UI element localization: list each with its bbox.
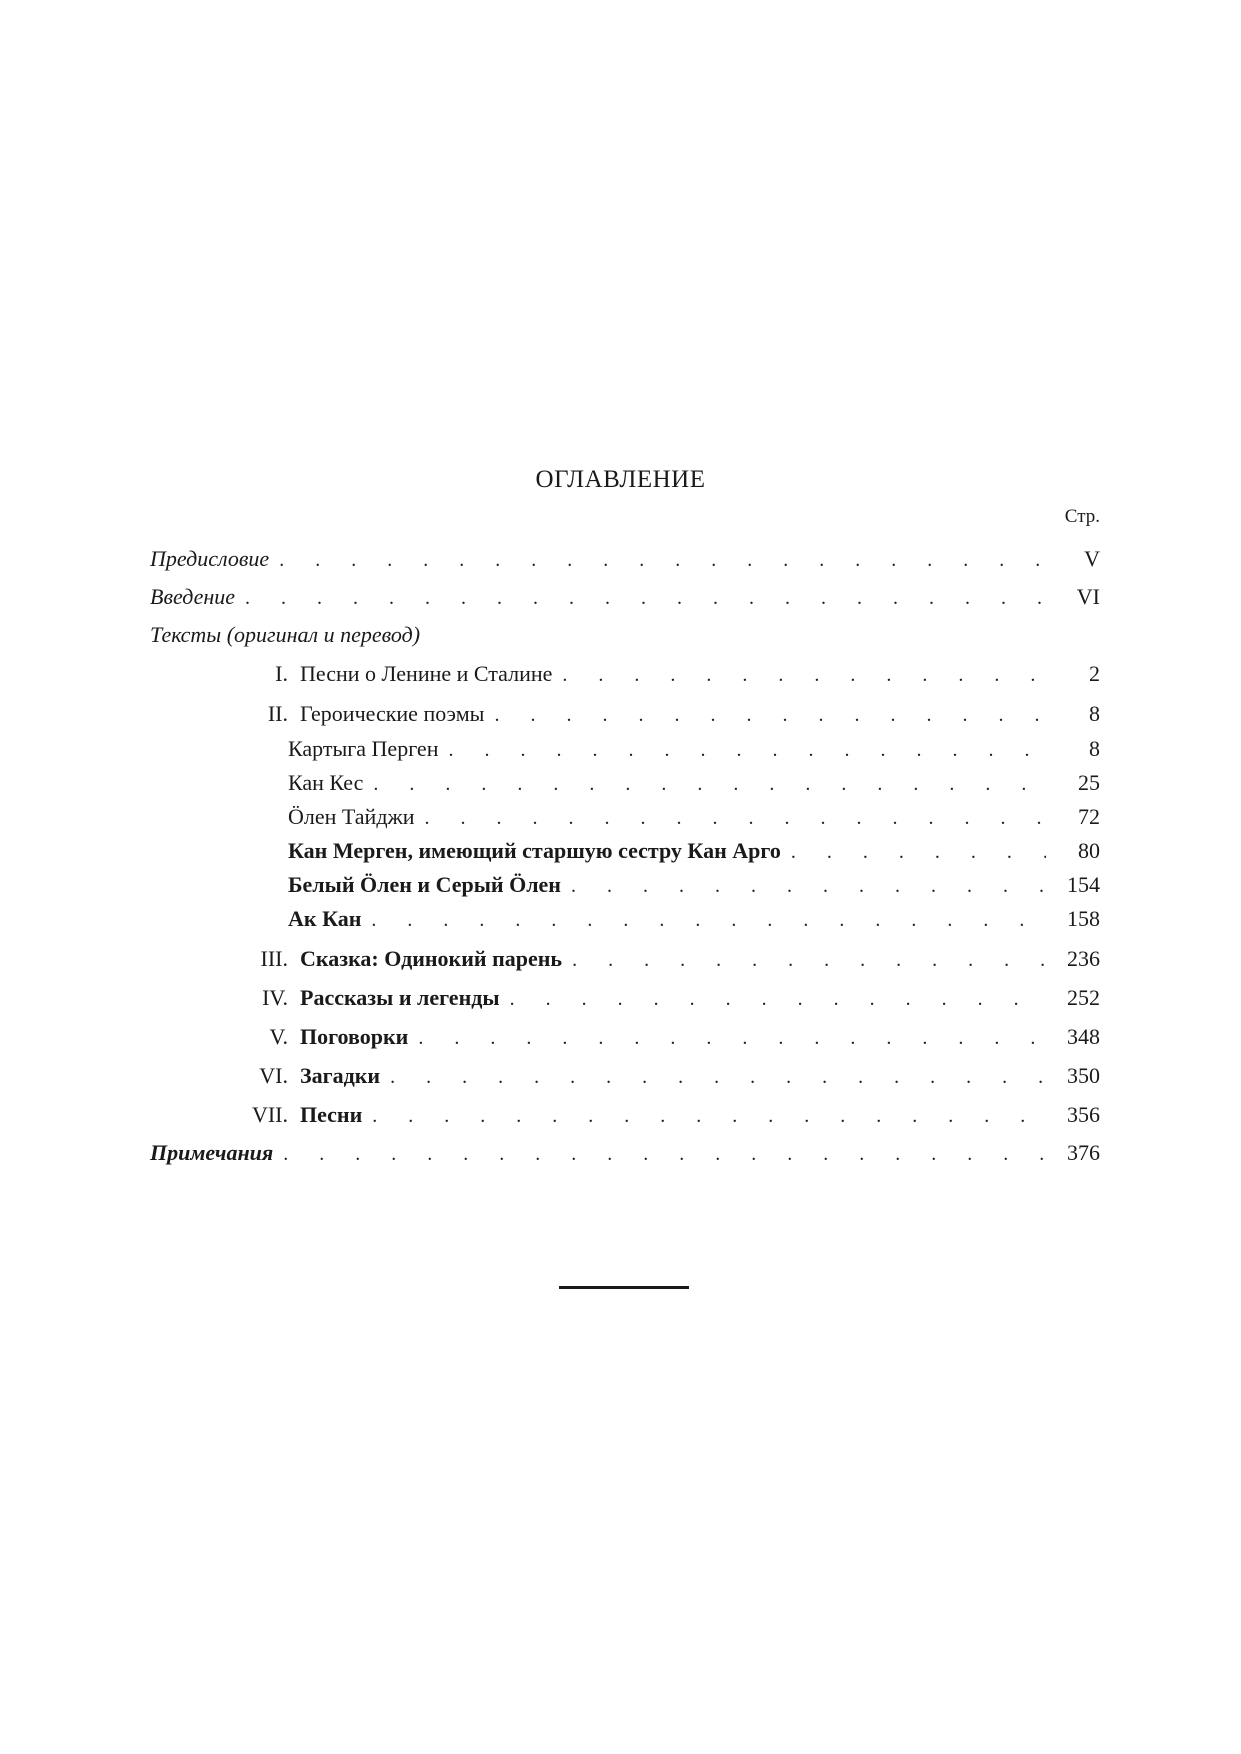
leader-dots [510, 982, 1046, 1016]
leader-dots [390, 1060, 1046, 1094]
toc-entry-label: Введение [150, 584, 236, 609]
toc-entry[interactable] [240, 697, 1100, 731]
toc-entry-number: VI. [259, 1063, 288, 1088]
toc-subentry[interactable] [288, 902, 1100, 936]
page-title: ОГЛАВЛЕНИЕ [535, 466, 706, 493]
leader-dots [279, 543, 1046, 577]
toc-subentry[interactable] [288, 732, 1100, 766]
toc-entry-number: IV. [262, 985, 288, 1010]
toc-entry-label: Предисловие [150, 546, 270, 571]
toc-subentry[interactable] [288, 766, 1100, 800]
leader-dots [448, 733, 1046, 767]
toc-entry-number: II. [267, 701, 288, 726]
toc-entry-page: 252 [1067, 985, 1100, 1010]
leader-dots [245, 581, 1046, 615]
leader-dots [562, 658, 1046, 692]
page-column-header: Стр. [1064, 506, 1100, 527]
toc-entry-label: Белый Öлен и Серый Öлен [288, 872, 561, 897]
toc-entry-page: 236 [1067, 946, 1100, 971]
toc-entry-label: Загадки [300, 1063, 381, 1088]
toc-entry-label: Рассказы и легенды [300, 985, 500, 1010]
leader-dots [791, 835, 1046, 869]
toc-subentry[interactable] [288, 868, 1100, 902]
toc-entry[interactable] [240, 657, 1100, 691]
toc-entry-page: 350 [1067, 1063, 1100, 1088]
toc-entry-number: III. [260, 946, 288, 971]
toc-entry-label: Кан Кес [288, 770, 364, 795]
toc-entry-label: Öлен Тайджи [288, 804, 415, 829]
leader-dots [571, 869, 1046, 903]
toc-subentry[interactable] [288, 834, 1100, 868]
leader-dots [372, 1099, 1046, 1133]
leader-dots [283, 1137, 1046, 1171]
leader-dots [418, 1021, 1046, 1055]
leader-dots [371, 903, 1046, 937]
toc-entry-label: Картыга Перген [288, 736, 439, 761]
toc-entry[interactable] [150, 1136, 1100, 1170]
toc-subentry[interactable] [288, 800, 1100, 834]
toc-entry-label: Поговорки [300, 1024, 409, 1049]
toc-entry-number: I. [275, 661, 288, 686]
toc-entry-label: Примечания [150, 1140, 274, 1165]
toc-entry[interactable] [230, 1098, 1100, 1132]
toc-entry-page: VI [1076, 584, 1100, 609]
leader-dots [494, 698, 1046, 732]
toc-entry-page: 348 [1067, 1024, 1100, 1049]
toc-entry[interactable] [230, 942, 1100, 976]
toc-entry[interactable] [230, 1020, 1100, 1054]
toc-entry-page: 356 [1067, 1102, 1100, 1127]
toc-entry-number: V. [269, 1024, 288, 1049]
toc-entry[interactable] [150, 542, 1100, 576]
toc-entry-page: V [1084, 546, 1100, 571]
toc-entry-label: Песни о Ленине и Сталине [300, 661, 553, 686]
toc-entry-page: 8 [1089, 701, 1100, 726]
leader-dots [572, 943, 1046, 977]
toc-entry[interactable] [150, 580, 1100, 614]
toc-entry-page: 72 [1078, 804, 1100, 829]
toc-entry[interactable] [230, 981, 1100, 1015]
toc-entry-page: 25 [1078, 770, 1100, 795]
toc-section-heading [150, 618, 1100, 652]
toc-entry-page: 8 [1089, 736, 1100, 761]
toc-entry-label: Ак Кан [288, 906, 362, 931]
end-rule [559, 1286, 689, 1289]
toc-entry-label: Кан Мерген, имеющий старшую сестру Кан Арго [288, 838, 781, 863]
leader-dots [425, 801, 1047, 835]
toc-entry-page: 154 [1067, 872, 1100, 897]
toc-entry-label: Сказка: Одинокий парень [300, 946, 563, 971]
toc-entry-page: 376 [1067, 1140, 1100, 1165]
leader-dots [373, 767, 1046, 801]
toc-entry-page: 158 [1067, 906, 1100, 931]
toc-entry-label: Героические поэмы [300, 701, 485, 726]
toc-entry-number: VII. [251, 1102, 288, 1127]
toc-entry-page: 80 [1078, 838, 1100, 863]
toc-entry-label: Песни [300, 1102, 363, 1127]
toc-entry-page: 2 [1089, 661, 1100, 686]
toc-entry-label: Тексты (оригинал и перевод) [150, 622, 421, 647]
toc-entry[interactable] [230, 1059, 1100, 1093]
